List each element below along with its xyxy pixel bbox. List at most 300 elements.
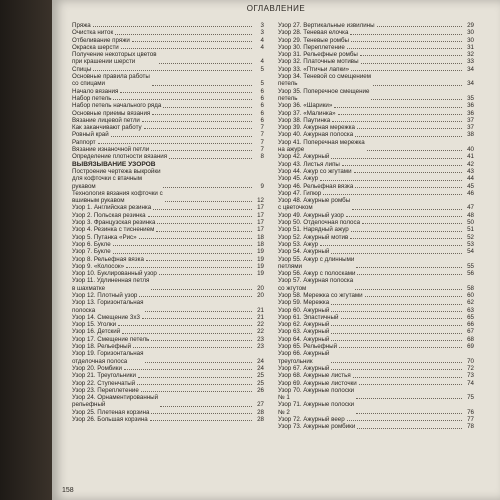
dot-leader	[331, 325, 462, 326]
toc-entry-page: 6	[260, 102, 264, 110]
dot-leader	[341, 318, 463, 319]
dot-leader	[320, 180, 462, 181]
toc-entry	[278, 102, 474, 109]
dot-leader	[355, 289, 462, 290]
toc-entry	[72, 51, 264, 66]
toc-entry	[278, 248, 474, 255]
toc-entry-title: Узор 2. Польская резинка	[72, 211, 146, 219]
toc-entry	[72, 263, 264, 270]
toc-entry-title: Набор петель начального ряда	[72, 102, 162, 110]
dot-leader	[351, 70, 462, 71]
toc-entry	[72, 73, 264, 88]
toc-entry	[72, 365, 264, 372]
toc-entry-page: 5	[260, 65, 264, 73]
toc-entry-page: 77	[467, 416, 474, 424]
dot-leader	[356, 413, 462, 414]
dot-leader	[160, 406, 252, 407]
toc-entry-title: Узор 68. Ажурные листья	[278, 372, 351, 380]
dot-leader	[331, 253, 462, 254]
dot-leader	[113, 253, 252, 254]
toc-entry-title: Узор 7. Букле	[72, 248, 111, 256]
dot-leader	[373, 85, 462, 86]
toc-entry-page: 78	[467, 423, 474, 431]
toc-entry-page: 33	[467, 58, 474, 66]
toc-entry	[278, 110, 474, 117]
toc-entry-title: Узор 1. Английская резинка	[72, 204, 152, 212]
toc-entry-page: 9	[260, 182, 264, 190]
toc-entry	[72, 219, 264, 226]
toc-entry-page: 36	[467, 102, 474, 110]
toc-entry-title: Узор 38. Паутинка	[278, 116, 331, 124]
toc-entry-page: 34	[467, 80, 474, 88]
toc-entry-page: 30	[467, 29, 474, 37]
toc-entry	[278, 29, 474, 36]
dot-leader	[361, 63, 462, 64]
dot-leader	[339, 347, 462, 348]
toc-entry	[278, 190, 474, 197]
dot-leader	[120, 92, 252, 93]
toc-entry-page: 66	[467, 321, 474, 329]
toc-entry-title: Узор 52. Ажурный мотив	[278, 233, 349, 241]
toc-entry-page: 19	[257, 248, 264, 256]
toc-entry-title: Окраска шерсти	[72, 43, 119, 51]
toc-entry-title: Отбеливание пряжи	[72, 36, 130, 44]
toc-entry-page: 3	[260, 22, 264, 29]
toc-entry-page: 20	[257, 284, 264, 292]
dot-leader	[138, 377, 252, 378]
toc-entry-title: Узор 42. Ажурный	[278, 153, 330, 161]
toc-entry-title: Определение плотности вязания	[72, 153, 168, 161]
dot-leader	[350, 34, 462, 35]
toc-entry	[72, 37, 264, 44]
toc-entry-page: 48	[467, 211, 474, 219]
toc-entry-title: Узор 37. «Малинка»	[278, 109, 336, 117]
toc-entry	[72, 44, 264, 51]
toc-entry	[278, 299, 474, 306]
dot-leader	[169, 158, 252, 159]
toc-entry	[72, 153, 264, 160]
toc-entry	[278, 270, 474, 277]
toc-entry-title: Узор 15. Уголки	[72, 321, 117, 329]
toc-entry	[72, 204, 264, 211]
dot-leader	[141, 391, 252, 392]
toc-entry	[278, 423, 474, 430]
toc-entry	[72, 110, 264, 117]
toc-entry-title: Очистка ниток	[72, 29, 114, 37]
toc-entry-title: Основные приемы вязания	[72, 109, 151, 117]
toc-entry-title: Получение некоторых цветов при крашении шерсти	[72, 51, 157, 66]
toc-entry-title: Узор 49. Ажурный узор	[278, 211, 344, 219]
dot-leader	[371, 99, 462, 100]
toc-entry-title: Узор 67. Ажурный	[278, 364, 330, 372]
dot-leader	[132, 41, 252, 42]
toc-entry-page: 38	[467, 131, 474, 139]
toc-entry-title: Узор 30. Переплетение	[278, 43, 345, 51]
toc-entry-title: Узор 54. Ажурный	[278, 248, 330, 256]
toc-entry-title: Узор 27. Вертикальные извилины	[278, 22, 375, 29]
toc-entry-page: 52	[467, 233, 474, 241]
toc-entry-title: Как заканчивают работу	[72, 124, 142, 132]
toc-entry-page: 6	[260, 94, 264, 102]
toc-entry-title: Узор 34. Теневой со смещением петель	[278, 73, 371, 88]
dot-leader	[150, 420, 252, 421]
toc-entry-page: 44	[467, 175, 474, 183]
toc-entry	[72, 270, 264, 277]
toc-entry-title: Узор 35. Поперечное смещение петель	[278, 87, 370, 102]
toc-entry-title: Узор 31. Рельефные ромбы	[278, 51, 358, 59]
dot-leader	[351, 41, 462, 42]
toc-entry-title: Узор 46. Рельефная вязка	[278, 182, 354, 190]
dot-leader	[113, 99, 252, 100]
toc-entry	[72, 66, 264, 73]
toc-entry	[278, 131, 474, 138]
dot-leader	[118, 325, 252, 326]
dot-leader	[323, 194, 462, 195]
toc-entry	[278, 401, 474, 416]
toc-entry-page: 55	[467, 262, 474, 270]
toc-entry	[72, 277, 264, 292]
toc-entry	[278, 124, 474, 131]
toc-entry-page: 37	[467, 124, 474, 132]
toc-entry-page: 69	[467, 343, 474, 351]
toc-entry-page: 4	[260, 58, 264, 66]
toc-entry-page: 51	[467, 226, 474, 234]
toc-entry-page: 4	[260, 43, 264, 51]
dot-leader	[362, 223, 462, 224]
toc-entry-page: 12	[257, 197, 264, 205]
toc-entry-page: 24	[257, 364, 264, 372]
toc-entry-title: Узор 23. Переплетение	[72, 386, 139, 394]
dot-leader	[357, 128, 462, 129]
dot-leader	[142, 318, 252, 319]
toc-entry-page: 50	[467, 219, 474, 227]
toc-entry-page: 23	[257, 343, 264, 351]
toc-entry	[72, 95, 264, 102]
dot-leader	[377, 26, 462, 27]
toc-entry-title: Ровный край	[72, 131, 109, 139]
toc-entry-title: Узор 25. Плетеная корзина	[72, 408, 150, 416]
toc-entry-title: Построение чертежа выкройки для кофточки с втачным рукавом	[72, 167, 161, 190]
toc-entry-page: 17	[257, 226, 264, 234]
toc-entry-title: Узор 10. Буклированный узор	[72, 270, 157, 278]
toc-entry-title: Узор 41. Поперечная мережка на ажуре	[278, 138, 365, 154]
toc-entry-title: Узор 5. Путанка «Рис»	[72, 233, 137, 241]
toc-entry-title: Спицы	[72, 65, 92, 73]
toc-entry-title: Узор 62. Ажурный	[278, 321, 330, 329]
dot-leader	[338, 114, 462, 115]
dot-leader	[331, 304, 462, 305]
toc-entry	[278, 44, 474, 51]
toc-entry	[278, 212, 474, 219]
dot-leader	[342, 165, 462, 166]
toc-entry-page: 43	[467, 167, 474, 175]
toc-entry-title: Узор 17. Смещение петель	[72, 335, 150, 343]
toc-entry-title: Узор 20. Ромбики	[72, 364, 122, 372]
toc-entry	[72, 146, 264, 153]
dot-leader	[331, 340, 462, 341]
toc-entry	[278, 175, 474, 182]
dot-leader	[347, 420, 462, 421]
toc-entry-title: Узор 71. Ажурные полоски № 2	[278, 401, 355, 416]
toc-entry-page: 25	[257, 372, 264, 380]
toc-entry	[72, 409, 264, 416]
toc-entry	[278, 139, 474, 154]
toc-entry	[278, 58, 474, 65]
toc-entry-title: Узор 9. «Колосок»	[72, 262, 125, 270]
toc-entry-page: 17	[257, 204, 264, 212]
toc-entry-page: 60	[467, 291, 474, 299]
toc-entry	[72, 328, 264, 335]
toc-entry-title: Вязание изнаночной петли	[72, 146, 150, 154]
toc-entry	[278, 234, 474, 241]
toc-entry-title: Узор 36. «Шарики»	[278, 102, 333, 110]
toc-entry-title: Узор 63. Ажурный	[278, 328, 330, 336]
toc-entry-page: 65	[467, 313, 474, 321]
toc-entry-page: 21	[257, 313, 264, 321]
toc-entry-title: Узор 4. Резинка с тиснением	[72, 226, 155, 234]
dot-leader	[331, 362, 462, 363]
toc-entry-page: 62	[467, 299, 474, 307]
toc-entry-page: 47	[467, 204, 474, 212]
toc-entry-title: Узор 64. Ажурный	[278, 335, 330, 343]
dot-leader	[152, 85, 252, 86]
toc-entry-page: 21	[257, 306, 264, 314]
toc-entry	[72, 241, 264, 248]
dot-leader	[145, 311, 252, 312]
dot-leader	[159, 274, 252, 275]
page-title: ОГЛАВЛЕНИЕ	[246, 4, 306, 13]
toc-entry	[278, 380, 474, 387]
toc-entry	[278, 161, 474, 168]
toc-entry-title: Узор 39. Ажурная мережка	[278, 124, 355, 132]
dot-leader	[113, 245, 252, 246]
dot-leader	[98, 143, 252, 144]
toc-entry	[278, 197, 474, 212]
toc-entry-title: Узор 6. Букле	[72, 240, 111, 248]
dot-leader	[156, 231, 252, 232]
toc-entry	[278, 226, 474, 233]
dot-leader	[360, 55, 462, 56]
dot-leader	[347, 48, 462, 49]
toc-entry-page: 41	[467, 153, 474, 161]
toc-entry	[72, 299, 264, 314]
toc-entry-title: Узор 29. Теневые ромбы	[278, 36, 349, 44]
dot-leader	[163, 187, 252, 188]
toc-entry-title: Узор 50. Отделочная полоса	[278, 219, 361, 227]
toc-entry-page: 37	[467, 116, 474, 124]
toc-entry	[278, 365, 474, 372]
toc-entry-page: 53	[467, 240, 474, 248]
toc-entry-page: 45	[467, 182, 474, 190]
toc-entry-page: 6	[260, 87, 264, 95]
toc-entry	[278, 22, 474, 29]
toc-entry	[278, 153, 474, 160]
toc-entry-page: 42	[467, 160, 474, 168]
dot-leader	[353, 377, 462, 378]
toc-entry-page: 7	[260, 124, 264, 132]
toc-entry-title: Узор 55. Ажур с длинными петлями	[278, 255, 355, 270]
dot-leader	[93, 26, 252, 27]
toc-entry	[72, 117, 264, 124]
toc-entry-title: Узор 24. Орнаментированный рельефный	[72, 394, 159, 409]
toc-entry	[72, 234, 264, 241]
toc-entry-title: Узор 40. Ажурная полоска	[278, 131, 354, 139]
toc-entry	[72, 292, 264, 299]
toc-entry-title: Узор 14. Смещение 3х3	[72, 313, 140, 321]
toc-entry-page: 5	[260, 80, 264, 88]
toc-entry-page: 73	[467, 372, 474, 380]
dot-leader	[144, 128, 252, 129]
toc-entry-title: Узор 70. Ажурные полоски № 1	[278, 386, 355, 402]
dot-leader	[151, 413, 252, 414]
toc-entry-title: Узор 66. Ажурный треугольник	[278, 350, 330, 365]
dot-leader	[331, 333, 462, 334]
toc-entry	[72, 139, 264, 146]
toc-entry-page: 30	[467, 36, 474, 44]
toc-entry	[278, 256, 474, 271]
dot-leader	[124, 369, 252, 370]
dot-leader	[331, 369, 462, 370]
toc-entry-page: 7	[260, 138, 264, 146]
dot-leader	[163, 107, 252, 108]
dot-leader	[352, 209, 462, 210]
toc-entry-title: Узор 12. Плотный узор	[72, 291, 138, 299]
toc-entry-title: Узор 16. Детский	[72, 328, 121, 336]
dot-leader	[139, 296, 252, 297]
toc-entry	[278, 328, 474, 335]
dot-leader	[350, 238, 462, 239]
dot-leader	[121, 48, 252, 49]
toc-entry	[72, 168, 264, 190]
toc-entry	[278, 168, 474, 175]
toc-entry-title: Узор 60. Ажурный	[278, 306, 330, 314]
toc-entry-page: 58	[467, 284, 474, 292]
toc-entry-page: 8	[260, 153, 264, 161]
toc-entry	[72, 212, 264, 219]
dot-leader	[159, 63, 253, 64]
toc-entry-page: 34	[467, 65, 474, 73]
toc-entry	[72, 416, 264, 423]
toc-entry	[278, 314, 474, 321]
toc-entry-page: 6	[260, 116, 264, 124]
toc-entry-page: 70	[467, 357, 474, 365]
toc-entry-page: 36	[467, 109, 474, 117]
toc-entry	[278, 37, 474, 44]
toc-entry-page: 3	[260, 29, 264, 37]
toc-entry	[278, 350, 474, 365]
toc-entry-page: 19	[257, 262, 264, 270]
toc-entry-page: 7	[260, 146, 264, 154]
dot-leader	[153, 209, 252, 210]
toc-entry-page: 31	[467, 43, 474, 51]
toc-entry	[72, 88, 264, 95]
toc-entry-page: 72	[467, 364, 474, 372]
page-number: 158	[62, 487, 74, 494]
toc-entry	[72, 314, 264, 321]
toc-entry-page: 6	[260, 109, 264, 117]
toc-entry	[72, 343, 264, 350]
toc-entry-title: Узор 65. Рельефный	[278, 343, 338, 351]
toc-entry	[278, 307, 474, 314]
toc-entry-page: 35	[467, 94, 474, 102]
toc-entry-title: Основные правила работы со спицами	[72, 73, 150, 88]
toc-entry-title: Узор 72. Ажурный веер	[278, 416, 345, 424]
dot-leader	[346, 216, 462, 217]
toc-entry	[278, 241, 474, 248]
toc-section-heading	[72, 161, 264, 168]
toc-entry-title: Узор 22. Ступенчатый	[72, 379, 136, 387]
toc-entry-title: Узор 45. Ажур	[278, 175, 319, 183]
toc-entry-title: Узор 57. Ажурная полоска со жгутом	[278, 277, 354, 292]
toc-entry-page: 67	[467, 328, 474, 336]
toc-entry-title: Пряжа	[72, 22, 91, 29]
toc-entry-page: 23	[257, 335, 264, 343]
toc-entry	[278, 387, 474, 402]
toc-entry-page: 18	[257, 233, 264, 241]
dot-leader	[148, 216, 252, 217]
toc-entry	[72, 256, 264, 263]
toc-entry-title: Технология вязания кофточки с вшивным рукавом	[72, 189, 163, 205]
toc-entry-title: Узор 61. Эластичный	[278, 313, 339, 321]
dot-leader	[355, 187, 462, 188]
toc-entry-title: Узор 18. Рельефный	[72, 343, 132, 351]
toc-entry-page: 17	[257, 211, 264, 219]
toc-entry	[72, 248, 264, 255]
toc-entry-page: 29	[467, 22, 474, 29]
toc-entry-title: Узор 73. Ажурные ромбики	[278, 423, 356, 431]
toc-entry	[278, 88, 474, 103]
dot-leader	[367, 150, 462, 151]
toc-entry	[278, 183, 474, 190]
dot-leader	[151, 289, 252, 290]
dot-leader	[357, 274, 462, 275]
toc-entry-page: 26	[257, 386, 264, 394]
toc-entry-title: Узор 28. Теневая елочка	[278, 29, 349, 37]
toc-entry-title: Узор 21. Треугольники	[72, 372, 136, 380]
dot-leader	[356, 398, 462, 399]
toc-entry	[278, 372, 474, 379]
dot-leader	[139, 238, 252, 239]
toc-entry-page: 68	[467, 335, 474, 343]
book-page	[52, 0, 500, 500]
dot-leader	[157, 223, 252, 224]
toc-entry	[72, 29, 264, 36]
toc-entry	[278, 336, 474, 343]
toc-entry-title: Узор 33. «Птичьи лапки»	[278, 65, 350, 73]
toc-entry-title: Вязание лицевой петли	[72, 116, 140, 124]
toc-entry-title: Узор 11. Удлиненная петля в шахматке	[72, 277, 150, 292]
toc-entry-page: 63	[467, 306, 474, 314]
toc-entry	[278, 343, 474, 350]
toc-entry	[278, 416, 474, 423]
toc-entry-page: 32	[467, 51, 474, 59]
toc-entry-page: 28	[257, 408, 264, 416]
toc-entry-title: Узор 56. Ажур с полосками	[278, 270, 356, 278]
toc-entry-title: Узор 26. Большая корзина	[72, 416, 148, 424]
toc-entry-title: Раппорт	[72, 138, 96, 146]
toc-entry	[278, 66, 474, 73]
toc-entry-title: Набор петель	[72, 94, 112, 102]
toc-entry-title: Узор 48. Ажурные ромбы с цветочком	[278, 197, 351, 212]
dot-leader	[332, 121, 462, 122]
toc-entry	[278, 73, 474, 88]
dot-leader	[331, 311, 462, 312]
toc-entry-page: 56	[467, 270, 474, 278]
toc-entry-title: Узор 69. Ажурные листочки	[278, 379, 357, 387]
toc-entry	[278, 219, 474, 226]
toc-entry	[72, 380, 264, 387]
toc-entry-page: 19	[257, 255, 264, 263]
